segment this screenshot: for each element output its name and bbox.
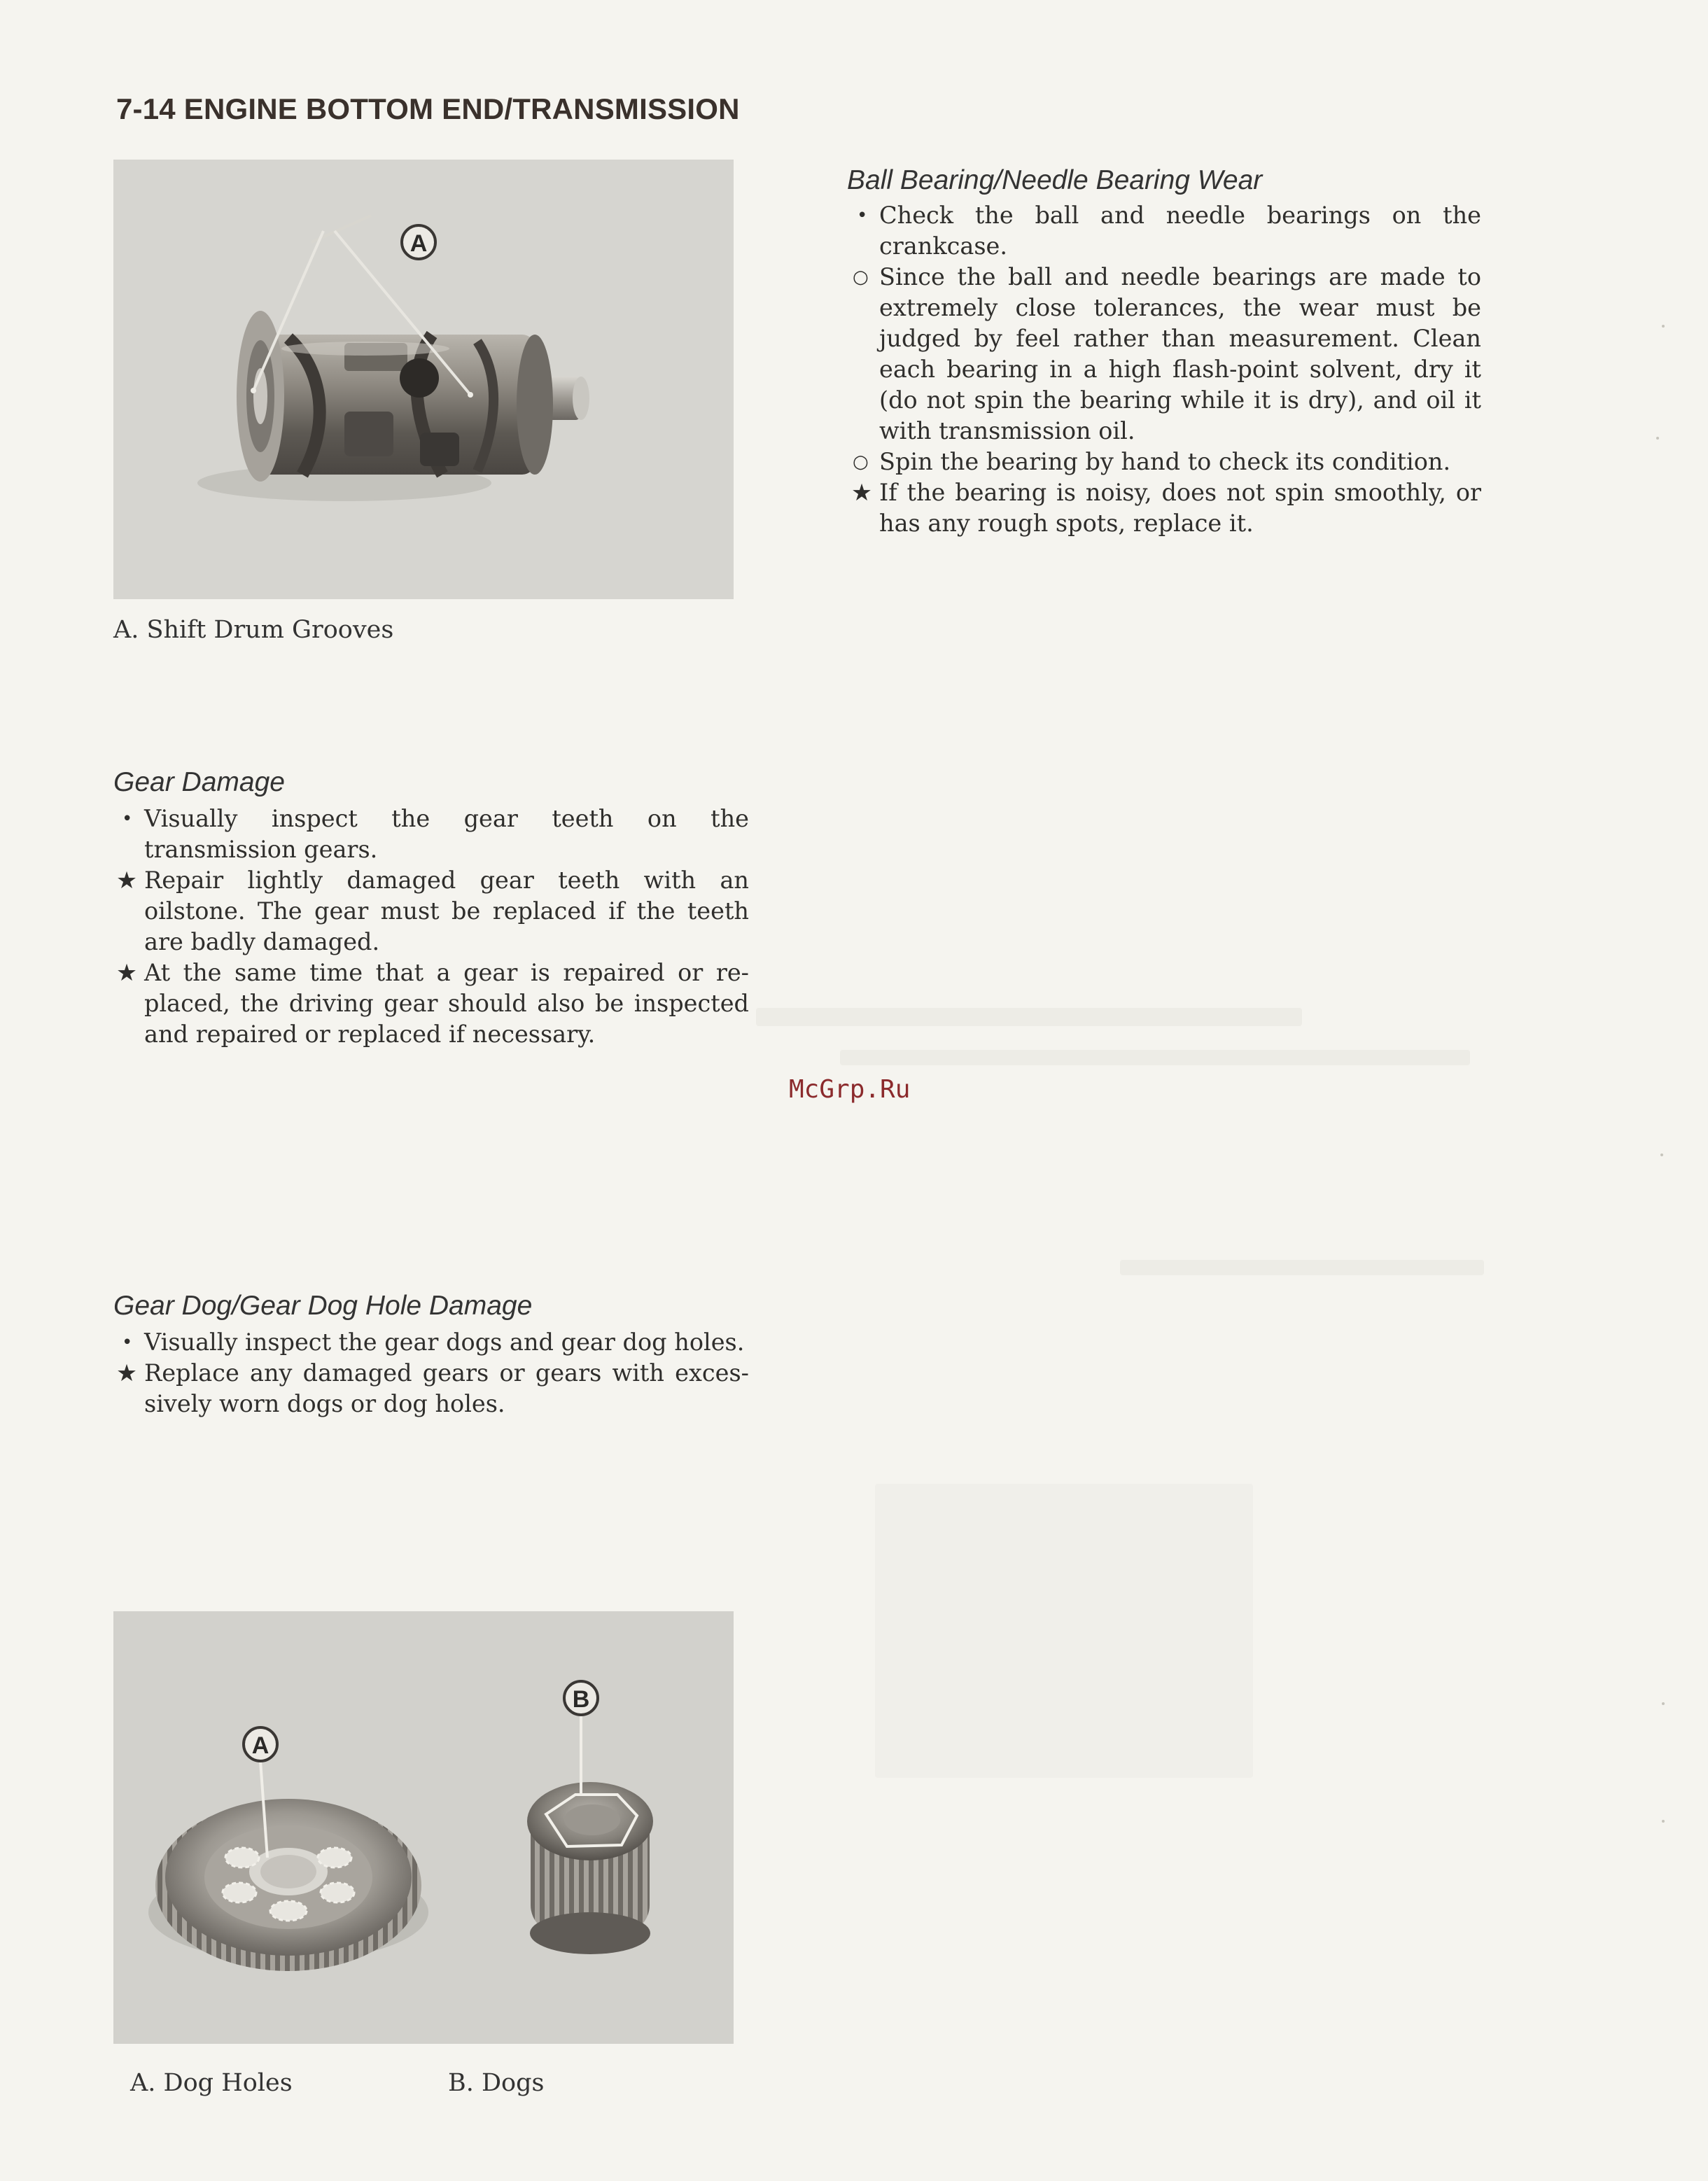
list-item: ★ At the same time that a gear is repaired or re-placed, the driving gear should also be inspected and repaired or replaced if necessary. bbox=[116, 959, 749, 1048]
bleed-through-mark bbox=[840, 1050, 1470, 1065]
bullet-icon: • bbox=[122, 1332, 133, 1353]
shift-drum-photo bbox=[113, 160, 734, 599]
callout-b-label: B bbox=[572, 1686, 590, 1713]
bearing-wear-list bbox=[851, 200, 1481, 539]
list-item: • Check the ball and needle bearings on the crankcase. bbox=[857, 202, 1481, 260]
list-item: ★ Replace any damaged gears or gears with exces-sively worn dogs or dog holes. bbox=[116, 1359, 749, 1417]
gears-illustration bbox=[113, 1611, 734, 2044]
callout-a-label: A bbox=[251, 1732, 270, 1759]
gear-dog-list bbox=[116, 1327, 749, 1419]
bullet-icon: • bbox=[122, 808, 133, 829]
list-item: ★ Repair lightly damaged gear teeth with an oilstone. The gear must be replaced if the teeth are badly damaged. bbox=[116, 867, 749, 955]
circle-bullet-icon: ○ bbox=[853, 267, 869, 288]
shift-drum-illustration bbox=[113, 160, 734, 599]
page-title: 7-14 ENGINE BOTTOM END/TRANSMISSION bbox=[116, 92, 740, 125]
circle-bullet-icon: ○ bbox=[853, 451, 869, 472]
bleed-through-mark bbox=[756, 1008, 1302, 1026]
paper-speck bbox=[1662, 1702, 1665, 1705]
paper-speck bbox=[1662, 1820, 1665, 1823]
paper-speck bbox=[1656, 437, 1659, 440]
figure-caption: A. Shift Drum Grooves bbox=[113, 616, 394, 644]
list-item: • Visually inspect the gear dogs and gear dog holes. bbox=[116, 1327, 749, 1358]
list-item: • Visually inspect the gear teeth on the transmission gears. bbox=[122, 805, 749, 863]
section-heading: Gear Damage bbox=[113, 767, 285, 797]
bullet-icon: • bbox=[857, 205, 868, 226]
paper-speck bbox=[1660, 1153, 1663, 1156]
star-icon: ★ bbox=[116, 959, 138, 986]
list-item: ○ Since the ball and needle bearings are made to extremely close tolerances, the wear must be judged by feel rather than measurement. Clean each bearing in a high flash-point solvent, dry it (do not spin the bearing while it is dry), and oil it with transmission oil. bbox=[853, 263, 1481, 444]
callout-a-label: A bbox=[410, 230, 428, 257]
bleed-through-mark bbox=[1120, 1260, 1484, 1275]
gear-damage-list bbox=[116, 804, 749, 1050]
paper-speck bbox=[1662, 325, 1665, 328]
section-heading: Ball Bearing/Needle Bearing Wear bbox=[847, 165, 1263, 195]
list-item: ★ If the bearing is noisy, does not spin smoothly, or has any rough spots, replace it. bbox=[851, 479, 1481, 537]
figure-caption-a: A. Dog Holes bbox=[130, 2069, 293, 2097]
figure-caption-b: B. Dogs bbox=[448, 2069, 545, 2097]
bleed-through-mark bbox=[875, 1484, 1253, 1778]
list-item: ○ Spin the bearing by hand to check its condition. bbox=[851, 447, 1481, 477]
section-heading: Gear Dog/Gear Dog Hole Damage bbox=[113, 1291, 533, 1321]
star-icon: ★ bbox=[851, 479, 873, 506]
star-icon: ★ bbox=[116, 867, 138, 894]
gears-photo bbox=[113, 1611, 734, 2044]
star-icon: ★ bbox=[116, 1359, 138, 1387]
site-watermark[interactable]: McGrp.Ru bbox=[789, 1075, 911, 1104]
